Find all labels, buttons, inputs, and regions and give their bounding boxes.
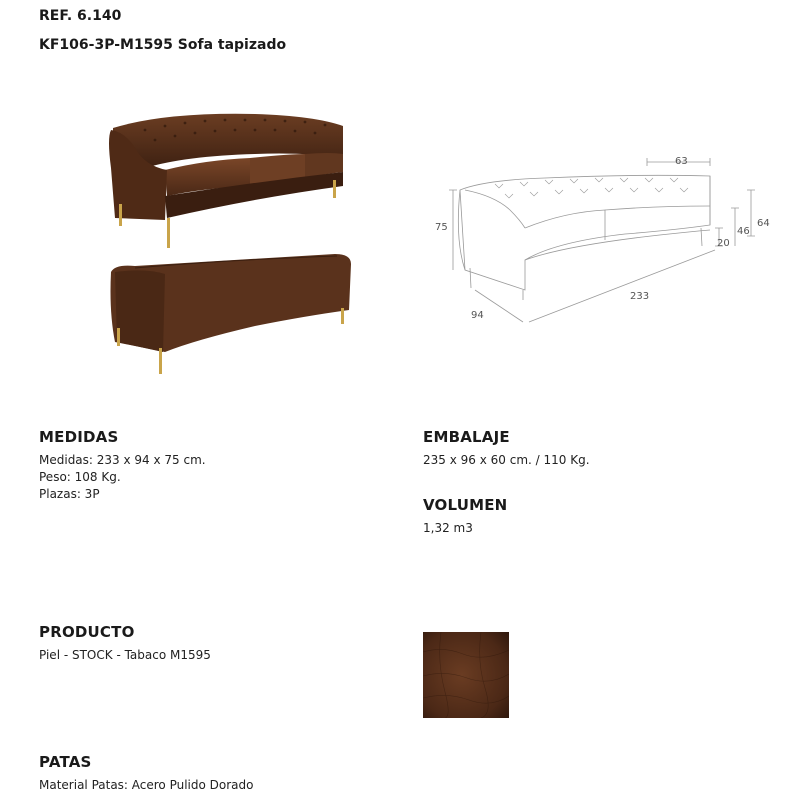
- patas-text: Material Patas: Acero Pulido Dorado: [39, 778, 254, 792]
- volumen-text: 1,32 m3: [423, 521, 473, 535]
- dimension-depth: 94: [471, 310, 484, 321]
- dimension-height-back: 64: [757, 218, 770, 229]
- dimension-depth-top: 63: [675, 156, 688, 167]
- sofa-front-photo: [105, 108, 350, 250]
- reference-number: REF. 6.140: [39, 8, 122, 24]
- dimension-height-total: 75: [435, 222, 448, 233]
- volumen-heading: VOLUMEN: [423, 496, 508, 514]
- producto-text: Piel - STOCK - Tabaco M1595: [39, 648, 211, 662]
- medidas-seats: Plazas: 3P: [39, 487, 100, 501]
- embalaje-text: 235 x 96 x 60 cm. / 110 Kg.: [423, 453, 590, 467]
- medidas-weight: Peso: 108 Kg.: [39, 470, 121, 484]
- dimension-width: 233: [630, 291, 650, 302]
- producto-heading: PRODUCTO: [39, 623, 135, 641]
- medidas-heading: MEDIDAS: [39, 428, 119, 446]
- leather-swatch: [423, 632, 509, 718]
- medidas-block: [39, 452, 206, 503]
- sofa-back-photo: [105, 252, 355, 376]
- medidas-dimensions: Medidas: 233 x 94 x 75 cm.: [39, 453, 206, 467]
- embalaje-heading: EMBALAJE: [423, 428, 510, 446]
- sofa-dimension-diagram: [425, 150, 775, 330]
- dimension-height-arm: 46: [737, 226, 750, 237]
- dimension-height-leg: 20: [717, 238, 730, 249]
- product-title: KF106-3P-M1595 Sofa tapizado: [39, 37, 287, 53]
- patas-heading: PATAS: [39, 753, 92, 771]
